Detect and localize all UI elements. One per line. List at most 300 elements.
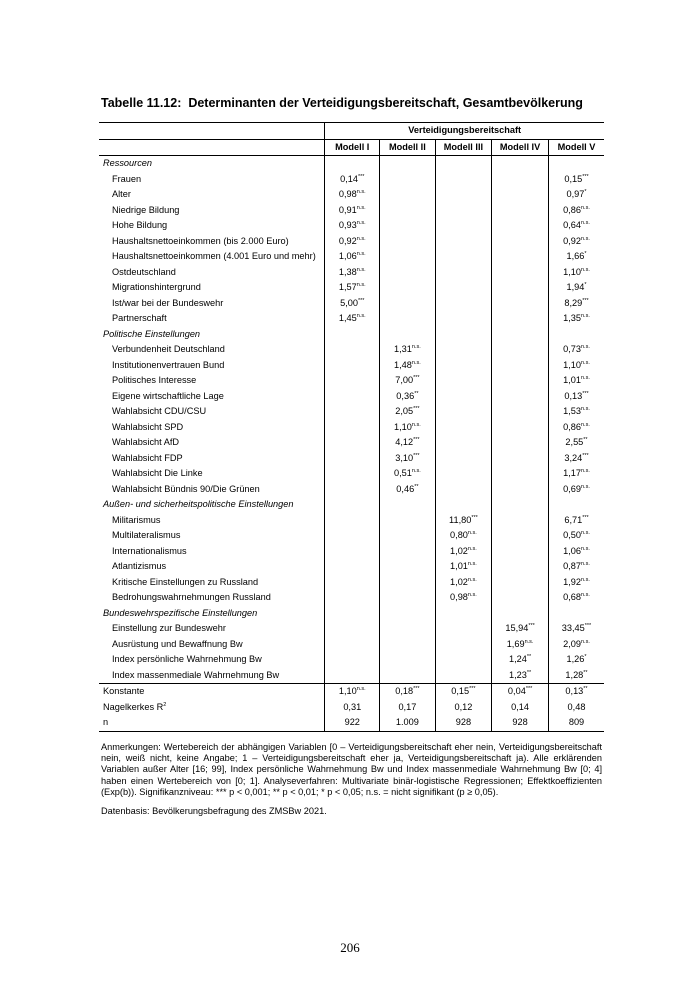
significance-marker: n.s. xyxy=(581,375,590,381)
table-row xyxy=(99,420,604,436)
row-label xyxy=(99,358,325,374)
value-cell xyxy=(380,156,436,172)
value-cell xyxy=(492,327,549,343)
significance-marker: ** xyxy=(583,669,588,676)
value-cell xyxy=(492,373,549,389)
value-cell xyxy=(435,342,491,358)
section-label: Außen- und sicherheitspolitische Einstellungen xyxy=(103,499,294,509)
row-label-superscript: 2 xyxy=(163,701,167,708)
significance-marker: *** xyxy=(413,375,420,381)
value-cell xyxy=(325,203,380,219)
coefficient-value: 0,15 xyxy=(564,173,583,184)
value-cell xyxy=(549,203,605,219)
coefficient-value: 2,55 xyxy=(565,437,584,447)
significance-marker: *** xyxy=(413,452,420,459)
row-label-text: Wahlabsicht CDU/CSU xyxy=(112,406,207,416)
table-row xyxy=(99,218,604,234)
value-cell xyxy=(492,528,549,544)
table-row xyxy=(99,296,604,312)
row-label xyxy=(99,249,325,265)
row-label-text: Ist/war bei der Bundeswehr xyxy=(112,297,224,308)
coefficient-value: 1,69 xyxy=(506,638,525,649)
row-label-text: Politisches Interesse xyxy=(112,375,197,385)
significance-marker: *** xyxy=(582,390,589,397)
value-cell xyxy=(380,234,436,250)
coefficient-value: 928 xyxy=(455,717,472,727)
value-cell xyxy=(325,700,380,716)
row-label-text: Militarismus xyxy=(112,514,161,525)
value-cell xyxy=(435,218,491,234)
coefficient-value: 809 xyxy=(568,717,585,727)
value-cell xyxy=(435,590,491,606)
row-label-text: Index persönliche Wahrnehmung Bw xyxy=(112,654,262,664)
coefficient-value: 0,64 xyxy=(563,220,581,230)
row-label-text: Partnerschaft xyxy=(112,313,167,323)
coefficient-value: 1,10 xyxy=(338,686,357,696)
coefficient-value: 1,10 xyxy=(563,266,581,277)
value-cell xyxy=(549,684,605,700)
table-row xyxy=(99,172,604,188)
row-label-text: Konstante xyxy=(103,686,145,696)
value-cell xyxy=(325,172,380,188)
value-cell xyxy=(380,172,436,188)
value-cell xyxy=(492,389,549,405)
coefficient-value: 6,71 xyxy=(564,514,583,525)
value-cell xyxy=(549,265,605,281)
table-row xyxy=(99,265,604,281)
significance-marker: n.s. xyxy=(356,313,366,319)
significance-marker: n.s. xyxy=(581,204,590,211)
section-row xyxy=(99,156,604,172)
value-cell xyxy=(492,606,549,622)
value-cell xyxy=(435,544,491,560)
row-label xyxy=(99,389,325,405)
value-cell xyxy=(380,327,436,343)
row-label-text: Nagelkerkes R xyxy=(103,701,164,712)
significance-marker: n.s. xyxy=(467,561,477,567)
row-label-text: Verbundenheit Deutschland xyxy=(112,344,225,354)
table-title: Tabelle 11.12: Determinanten der Verteidigungsbereitschaft, Gesamtbevölkerung xyxy=(101,96,583,110)
value-cell xyxy=(549,389,605,405)
significance-marker: n.s. xyxy=(581,421,590,428)
row-label-text: Kritische Einstellungen zu Russland xyxy=(112,576,259,587)
coefficient-value: 1,57 xyxy=(338,282,357,292)
value-cell xyxy=(492,590,549,606)
table-body xyxy=(99,156,604,732)
value-cell xyxy=(435,156,491,172)
group-header: Verteidigungsbereitschaft xyxy=(325,123,604,140)
coefficient-value: 8,29 xyxy=(564,297,583,308)
coefficient-value: 1,35 xyxy=(563,313,581,323)
coefficient-value: 1,28 xyxy=(565,669,584,680)
significance-marker: n.s. xyxy=(524,638,534,645)
value-cell xyxy=(380,652,436,668)
row-label-text: Ostdeutschland xyxy=(112,266,176,277)
value-cell xyxy=(325,156,380,172)
coefficient-value: 2,05 xyxy=(395,406,414,416)
value-cell xyxy=(435,327,491,343)
coefficient-value: 1,45 xyxy=(338,313,357,323)
coefficient-value: 1,10 xyxy=(394,421,412,432)
value-cell xyxy=(380,606,436,622)
section-row xyxy=(99,327,604,343)
coefficient-value: 0,91 xyxy=(338,204,357,215)
column-header: Modell IV xyxy=(492,139,549,156)
value-cell xyxy=(325,559,380,575)
significance-marker: * xyxy=(584,189,587,195)
value-cell xyxy=(549,296,605,312)
section-label: Politische Einstellungen xyxy=(103,328,201,339)
coefficient-value: 0,13 xyxy=(565,686,584,696)
value-cell xyxy=(549,482,605,498)
data-source-note: Datenbasis: Bevölkerungsbefragung des ZMSBw 2021. xyxy=(101,806,327,816)
value-cell xyxy=(380,590,436,606)
value-cell xyxy=(492,497,549,513)
row-label-text: Hohe Bildung xyxy=(112,220,168,230)
table-notes: Anmerkungen: Wertebereich der abhängigen Variablen [0 – Verteidigungsbereitschaft eher nein, Verteidigungsbereitschaft nein, weiß nicht, keine Angabe; 1 – Verteidigungsbereitschaft eher ja, Verteidigungsbereitschaft ja). Alle erklärenden Variablen außer Alter [16; 99], Index persönliche Wahrnehmung Bw und Index massenmediale Wahrnehmung Bw [0; 4] haben einen Wertebereich von [0; 1]. Analyseverfahren: Multivariate binär-logistische Regressionen; Effektkoeffizienten (Exp(b)). Signifikanzniveau: *** p < 0,001; ** p < 0,01; * p < 0,05; n.s. = nicht signifikant (p ≥ 0,05). xyxy=(101,742,602,797)
table-row xyxy=(99,715,604,731)
significance-marker: * xyxy=(584,251,587,257)
row-label xyxy=(99,203,325,219)
significance-marker: n.s. xyxy=(411,421,421,428)
value-cell xyxy=(435,389,491,405)
value-cell xyxy=(325,621,380,637)
value-cell xyxy=(380,668,436,684)
value-cell xyxy=(325,668,380,684)
value-cell xyxy=(435,172,491,188)
value-cell xyxy=(549,513,605,529)
row-label xyxy=(99,513,325,529)
value-cell xyxy=(380,358,436,374)
row-label-text: Wahlabsicht Bündnis 90/Die Grünen xyxy=(112,483,260,494)
row-label xyxy=(99,482,325,498)
significance-marker: * xyxy=(584,654,587,660)
value-cell xyxy=(325,296,380,312)
coefficient-value: 0,12 xyxy=(454,701,473,712)
row-label xyxy=(99,404,325,420)
row-label xyxy=(99,280,325,296)
significance-marker: *** xyxy=(582,173,589,180)
value-cell xyxy=(435,265,491,281)
significance-marker: n.s. xyxy=(581,483,590,490)
coefficient-value: 0,36 xyxy=(396,390,415,401)
value-cell xyxy=(492,311,549,327)
value-cell xyxy=(492,435,549,451)
column-header-row xyxy=(99,139,604,156)
row-label-text: Internationalismus xyxy=(112,545,187,556)
coefficient-value: 0,87 xyxy=(563,561,581,571)
value-cell xyxy=(380,203,436,219)
coefficient-value: 1,02 xyxy=(450,576,468,587)
row-label xyxy=(99,342,325,358)
row-label xyxy=(99,435,325,451)
value-cell xyxy=(549,700,605,716)
value-cell xyxy=(435,700,491,716)
value-cell xyxy=(325,528,380,544)
value-cell xyxy=(435,296,491,312)
row-label-text: Frauen xyxy=(112,173,142,184)
row-label-text: Wahlabsicht FDP xyxy=(112,452,183,463)
coefficient-value: 0,51 xyxy=(394,468,412,478)
table-row xyxy=(99,684,604,700)
value-cell xyxy=(325,513,380,529)
row-label xyxy=(99,218,325,234)
value-cell xyxy=(549,342,605,358)
value-cell xyxy=(435,621,491,637)
row-label-text: Niedrige Bildung xyxy=(112,204,180,215)
significance-marker: ** xyxy=(583,686,588,692)
significance-marker: *** xyxy=(413,437,420,443)
significance-marker: n.s. xyxy=(467,576,477,583)
coefficient-value: 1,06 xyxy=(563,545,581,556)
value-cell xyxy=(549,280,605,296)
value-cell xyxy=(325,373,380,389)
value-cell xyxy=(325,311,380,327)
significance-marker: *** xyxy=(469,686,476,692)
value-cell xyxy=(492,559,549,575)
coefficient-value: 1,24 xyxy=(508,654,527,664)
value-cell xyxy=(325,715,380,731)
coefficient-value: 1,17 xyxy=(563,468,581,478)
regression-table xyxy=(99,122,604,732)
value-cell xyxy=(549,435,605,451)
value-cell xyxy=(435,404,491,420)
value-cell xyxy=(435,203,491,219)
row-label-text: Einstellung zur Bundeswehr xyxy=(112,623,226,633)
coefficient-value: 7,00 xyxy=(395,375,414,385)
significance-marker: ** xyxy=(414,483,419,490)
table-row xyxy=(99,575,604,591)
table-row xyxy=(99,544,604,560)
coefficient-value: 0,17 xyxy=(398,701,417,712)
value-cell xyxy=(325,606,380,622)
value-cell xyxy=(549,575,605,591)
value-cell xyxy=(380,715,436,731)
value-cell xyxy=(435,559,491,575)
coefficient-value: 4,12 xyxy=(395,437,414,447)
value-cell xyxy=(435,715,491,731)
row-label-text: Alter xyxy=(112,189,131,199)
table-row xyxy=(99,187,604,203)
significance-marker: n.s. xyxy=(581,468,590,474)
coefficient-value: 1,66 xyxy=(566,251,585,261)
value-cell xyxy=(549,528,605,544)
value-cell xyxy=(325,218,380,234)
value-cell xyxy=(325,389,380,405)
coefficient-value: 0,14 xyxy=(340,173,358,184)
value-cell xyxy=(549,172,605,188)
value-cell xyxy=(492,156,549,172)
value-cell xyxy=(549,156,605,172)
value-cell xyxy=(549,249,605,265)
coefficient-value: 11,80 xyxy=(449,514,472,525)
value-cell xyxy=(492,575,549,591)
coefficient-value: 1,06 xyxy=(338,251,357,261)
significance-marker: ** xyxy=(526,654,532,660)
coefficient-value: 0,97 xyxy=(566,189,585,199)
value-cell xyxy=(325,420,380,436)
value-cell xyxy=(380,280,436,296)
header-blank xyxy=(99,123,325,140)
value-cell xyxy=(380,513,436,529)
coefficient-value: 0,73 xyxy=(563,344,581,354)
row-label xyxy=(99,621,325,637)
table-row xyxy=(99,528,604,544)
value-cell xyxy=(380,482,436,498)
value-cell xyxy=(325,575,380,591)
row-label xyxy=(99,590,325,606)
value-cell xyxy=(435,311,491,327)
coefficient-value: 0,86 xyxy=(563,421,581,432)
value-cell xyxy=(380,311,436,327)
value-cell xyxy=(549,637,605,653)
value-cell xyxy=(380,575,436,591)
value-cell xyxy=(549,373,605,389)
significance-marker: n.s. xyxy=(356,204,366,211)
significance-marker: ** xyxy=(583,437,588,443)
significance-marker: *** xyxy=(413,686,420,692)
value-cell xyxy=(325,404,380,420)
value-cell xyxy=(492,684,549,700)
table-row xyxy=(99,637,604,653)
value-cell xyxy=(325,435,380,451)
significance-marker: *** xyxy=(582,452,589,459)
page-number: 206 xyxy=(340,940,360,955)
value-cell xyxy=(325,342,380,358)
value-cell xyxy=(325,265,380,281)
coefficient-value: 928 xyxy=(512,717,528,727)
table-row xyxy=(99,652,604,668)
coefficient-value: 0,31 xyxy=(343,701,362,712)
table-row xyxy=(99,700,604,716)
value-cell xyxy=(492,451,549,467)
value-cell xyxy=(492,265,549,281)
value-cell xyxy=(435,249,491,265)
significance-marker: *** xyxy=(528,623,535,629)
value-cell xyxy=(380,559,436,575)
coefficient-value: 0,92 xyxy=(338,235,357,246)
significance-marker: n.s. xyxy=(581,344,590,350)
row-label xyxy=(99,684,325,700)
significance-marker: n.s. xyxy=(581,266,590,273)
coefficient-value: 1,31 xyxy=(394,344,412,354)
coefficient-value: 0,50 xyxy=(563,530,581,540)
value-cell xyxy=(380,451,436,467)
value-cell xyxy=(380,265,436,281)
significance-marker: *** xyxy=(525,686,533,692)
value-cell xyxy=(380,528,436,544)
section-label: Ressourcen xyxy=(103,158,153,168)
coefficient-value: 0,14 xyxy=(511,701,530,712)
coefficient-value: 0,15 xyxy=(451,686,470,696)
coefficient-value: 0,93 xyxy=(338,220,357,230)
value-cell xyxy=(380,373,436,389)
row-label xyxy=(99,637,325,653)
table-row xyxy=(99,389,604,405)
significance-marker: ** xyxy=(526,669,532,676)
row-label-text: Haushaltsnettoeinkommen (bis 2.000 Euro) xyxy=(112,235,289,246)
significance-marker: n.s. xyxy=(581,220,590,226)
value-cell xyxy=(492,218,549,234)
value-cell xyxy=(549,234,605,250)
coefficient-value: 0,80 xyxy=(450,530,468,540)
value-cell xyxy=(549,466,605,482)
significance-marker: n.s. xyxy=(356,220,366,226)
row-label xyxy=(99,451,325,467)
significance-marker: ** xyxy=(414,390,419,397)
value-cell xyxy=(549,497,605,513)
value-cell xyxy=(325,327,380,343)
value-cell xyxy=(492,234,549,250)
row-label xyxy=(99,652,325,668)
value-cell xyxy=(380,249,436,265)
value-cell xyxy=(435,358,491,374)
value-cell xyxy=(492,187,549,203)
table-row xyxy=(99,234,604,250)
value-cell xyxy=(492,466,549,482)
value-cell xyxy=(549,311,605,327)
value-cell xyxy=(325,482,380,498)
row-label-text: Ausrüstung und Bewaffnung Bw xyxy=(112,638,243,649)
value-cell xyxy=(380,296,436,312)
row-label xyxy=(99,528,325,544)
value-cell xyxy=(435,668,491,684)
significance-marker: n.s. xyxy=(356,686,366,692)
significance-marker: *** xyxy=(582,297,589,304)
row-label-text: Index massenmediale Wahrnehmung Bw xyxy=(112,669,280,680)
significance-marker: n.s. xyxy=(356,266,366,273)
value-cell xyxy=(492,203,549,219)
row-label xyxy=(99,715,325,731)
value-cell xyxy=(435,482,491,498)
significance-marker: n.s. xyxy=(467,592,477,598)
value-cell xyxy=(549,218,605,234)
value-cell xyxy=(325,187,380,203)
value-cell xyxy=(435,280,491,296)
row-label xyxy=(99,311,325,327)
row-label-text: Wahlabsicht AfD xyxy=(112,437,180,447)
value-cell xyxy=(549,420,605,436)
value-cell xyxy=(492,280,549,296)
table-row xyxy=(99,311,604,327)
value-cell xyxy=(435,606,491,622)
coefficient-value: 0,68 xyxy=(563,592,581,602)
value-cell xyxy=(549,559,605,575)
significance-marker: n.s. xyxy=(581,359,590,366)
row-label xyxy=(99,466,325,482)
table-row xyxy=(99,203,604,219)
value-cell xyxy=(435,497,491,513)
section-row xyxy=(99,606,604,622)
value-cell xyxy=(492,420,549,436)
coefficient-value: 3,10 xyxy=(395,452,414,463)
value-cell xyxy=(435,575,491,591)
coefficient-value: 2,09 xyxy=(563,638,581,649)
value-cell xyxy=(492,652,549,668)
table-row xyxy=(99,373,604,389)
significance-marker: n.s. xyxy=(356,235,366,242)
coefficient-value: 1,92 xyxy=(563,576,581,587)
row-label xyxy=(99,668,325,684)
table-row xyxy=(99,559,604,575)
value-cell xyxy=(492,249,549,265)
row-label-text: Institutionenvertrauen Bund xyxy=(112,359,225,370)
coefficient-value: 0,18 xyxy=(395,686,414,696)
significance-marker: n.s. xyxy=(411,359,421,366)
row-label xyxy=(99,559,325,575)
value-cell xyxy=(549,451,605,467)
table-row xyxy=(99,249,604,265)
